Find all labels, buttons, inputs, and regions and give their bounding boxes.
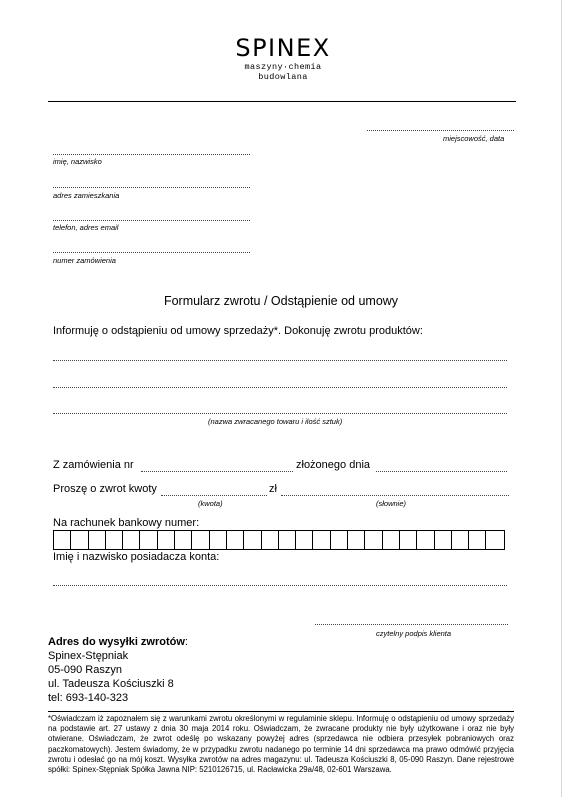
order-number-field[interactable] xyxy=(53,252,250,253)
account-digit-cell[interactable] xyxy=(210,531,227,549)
signature-caption: czytelny podpis klienta xyxy=(376,629,452,638)
account-holder-field[interactable] xyxy=(53,585,507,586)
name-label: imię, nazwisko xyxy=(53,157,102,166)
return-address-heading: Adres do wysyłki zwrotów: xyxy=(48,636,188,648)
account-digit-cell[interactable] xyxy=(469,531,486,549)
amount-field[interactable] xyxy=(161,495,267,496)
address-field[interactable] xyxy=(53,187,250,188)
account-digit-cell[interactable] xyxy=(123,531,140,549)
account-digit-cell[interactable] xyxy=(192,531,209,549)
account-digit-cell[interactable] xyxy=(452,531,469,549)
footnote-text: *Oświadczam iż zapoznałem się z warunkami zwrotu określonymi w regulaminie sklepu. Informuję o odstąpieniu od umowy sprzedaży na podstawie art. 27 ustawy z dnia 30 maja 2014 roku. Oświadczam, że zwracane produkty nie były użytkowane i oraz nie były otwierane. Oświadczam, że zwrot odeślę po wskazany powyżej adres (sprzedawca nie odbiera przesyłek pobraniowych oraz paczkomatowych). Jestem świadomy, że w przypadku zwrotu nadanego po terminie 14 dni sprzedawca ma prawo odmówić przyjęcia zwrotu i odesłać go na mój koszt. Wysyłka zwrotów na adres magazynu: ul. Tadeusza Kościuszki 8, 05-090 Raszyn. Dane rejestrowe spółki: Spinex-Stępniak Spółka Jawna NIP: 5210126715, ul. Racławicka 29a/48, 02-601 Warszawa. xyxy=(48,714,514,775)
account-holder-label: Imię i nazwisko posiadacza konta: xyxy=(53,551,220,563)
order-no-field[interactable] xyxy=(141,471,293,472)
account-digit-cell[interactable] xyxy=(106,531,123,549)
order-from-label: Z zamówienia nr xyxy=(53,459,134,471)
account-digit-cell[interactable] xyxy=(89,531,106,549)
account-digit-cell[interactable] xyxy=(486,531,503,549)
amount-caption: (kwota) xyxy=(198,499,223,508)
account-digit-cell[interactable] xyxy=(348,531,365,549)
account-digit-cell[interactable] xyxy=(244,531,261,549)
account-digit-cell[interactable] xyxy=(158,531,175,549)
return-address-line: 05-090 Raszyn xyxy=(48,664,122,676)
header-divider xyxy=(48,101,516,102)
return-address-line: tel: 693-140-323 xyxy=(48,692,129,704)
account-digit-cell[interactable] xyxy=(365,531,382,549)
account-digit-cell[interactable] xyxy=(296,531,313,549)
form-title: Formularz zwrotu / Odstąpienie od umowy xyxy=(163,294,399,308)
account-digit-cell[interactable] xyxy=(140,531,157,549)
name-field[interactable] xyxy=(53,154,250,155)
footnote-divider xyxy=(48,711,514,712)
bank-account-label: Na rachunek bankowy numer: xyxy=(53,517,200,529)
contact-label: telefon, adres email xyxy=(53,223,119,232)
account-digit-cell[interactable] xyxy=(227,531,244,549)
product-line[interactable] xyxy=(53,387,507,388)
return-address-line: ul. Tadeusza Kościuszki 8 xyxy=(48,678,174,690)
bank-account-input[interactable] xyxy=(53,530,505,550)
product-line[interactable] xyxy=(53,413,507,414)
account-digit-cell[interactable] xyxy=(262,531,279,549)
account-digit-cell[interactable] xyxy=(279,531,296,549)
account-digit-cell[interactable] xyxy=(331,531,348,549)
contact-field[interactable] xyxy=(53,220,250,221)
signature-field[interactable] xyxy=(315,624,508,625)
account-digit-cell[interactable] xyxy=(400,531,417,549)
address-label: adres zamieszkania xyxy=(53,191,120,200)
account-digit-cell[interactable] xyxy=(417,531,434,549)
items-caption: (nazwa zwracanego towaru i ilość sztuk) xyxy=(208,417,343,426)
account-digit-cell[interactable] xyxy=(71,531,88,549)
logo-tagline: maszyny·chemia budowlana xyxy=(244,62,322,82)
place-date-label: miejscowość, data xyxy=(443,134,505,143)
account-digit-cell[interactable] xyxy=(435,531,452,549)
account-digit-cell[interactable] xyxy=(175,531,192,549)
return-address-line: Spinex-Stępniak xyxy=(48,650,129,662)
words-caption: (słownie) xyxy=(376,499,407,508)
account-digit-cell[interactable] xyxy=(54,531,71,549)
account-digit-cell[interactable] xyxy=(383,531,400,549)
order-date-field[interactable] xyxy=(376,471,507,472)
account-digit-cell[interactable] xyxy=(313,531,330,549)
logo-brand: SPINEX xyxy=(235,34,331,62)
currency-label: zł xyxy=(269,483,277,495)
amount-words-field[interactable] xyxy=(281,495,509,496)
order-date-label: złożonego dnia xyxy=(296,459,371,471)
product-line[interactable] xyxy=(53,360,507,361)
spinex-logo xyxy=(218,36,348,82)
refund-label: Proszę o zwrot kwoty xyxy=(53,483,157,495)
intro-text: Informuję o odstąpieniu od umowy sprzedaży*. Dokonuję zwrotu produktów: xyxy=(53,325,423,337)
order-number-label: numer zamówienia xyxy=(53,256,116,265)
place-date-field[interactable] xyxy=(367,130,514,131)
